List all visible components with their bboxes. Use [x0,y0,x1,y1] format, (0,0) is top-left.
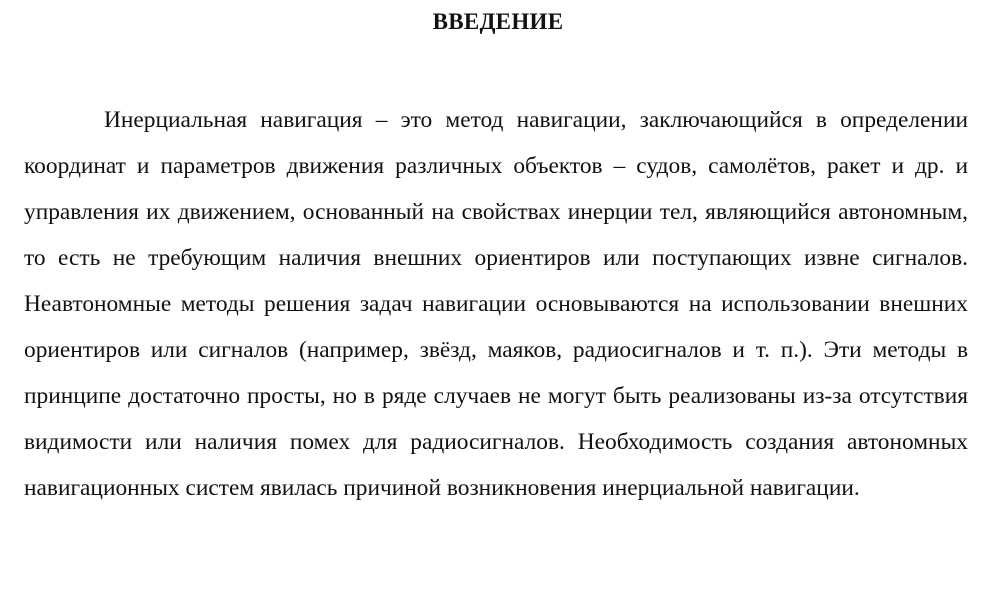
body-paragraph: Инерциальная навигация – это метод навигации, заключающийся в определении координат и параметров движения различных объектов – судов, самолётов, ракет и др. и управления их движением, основанный на свойствах инерции тел, являющийся автономным, то есть не требующим наличия внешних ориентиров или поступающих извне сигналов. Неавтономные методы решения задач навигации основываются на использовании внешних ориентиров или сигналов (например, звёзд, маяков, радиосигналов и т. п.). Эти методы в принципе достаточно просты, но в ряде случаев не могут быть реализованы из-за отсутствия видимости или наличия помех для радиосигналов. Необходимость создания автономных навигационных систем явилась причиной возникновения инерциальной навигации. [24,107,968,501]
document-title: ВВЕДЕНИЕ [432,9,564,34]
